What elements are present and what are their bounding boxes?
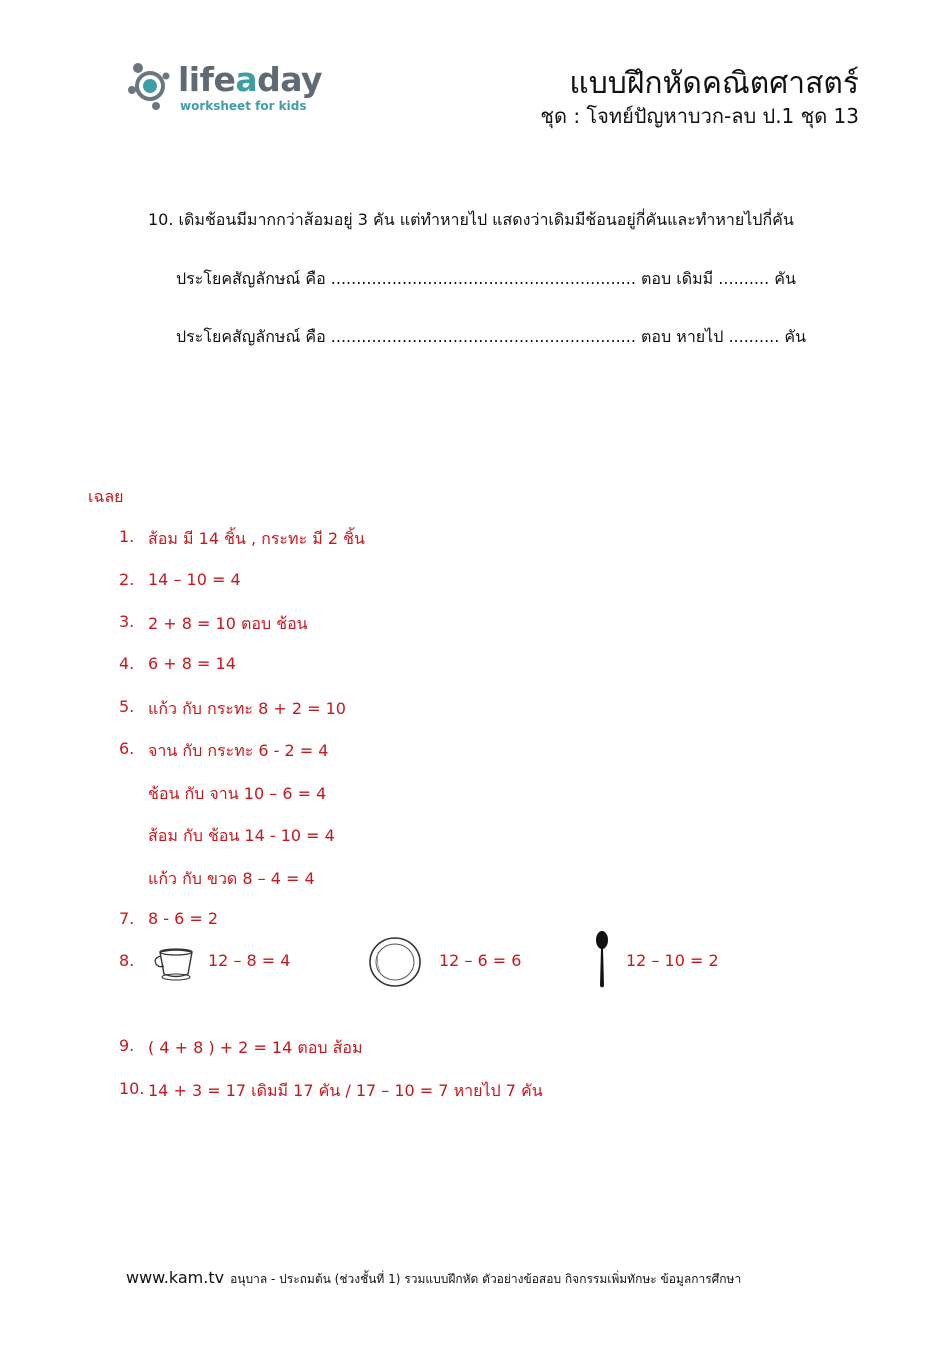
footer	[126, 1268, 741, 1289]
answer-item-8-plate: 12 – 6 = 6	[439, 951, 522, 970]
logo-wordmark: lifeaday	[178, 60, 323, 99]
footer-text: อนุบาล - ประถมต้น (ช่วงชั้นที่ 1) รวมแบบฝึกหัด ตัวอย่างข้อสอบ กิจกรรมเพิ่มทักษะ ข้อมูลการศึกษา	[230, 1272, 742, 1286]
answer-item-8-spoon: 12 – 10 = 2	[626, 951, 719, 970]
plate-icon	[368, 936, 422, 988]
cup-icon	[152, 946, 196, 982]
page-subtitle: ชุด : โจทย์ปัญหาบวก-ลบ ป.1 ชุด 13	[540, 104, 859, 128]
logo-tagline: worksheet for kids	[180, 99, 307, 113]
answer-line-2: ประโยคสัญลักษณ์ คือ ............................................................ ตอบ หายไป .......... คัน	[176, 327, 807, 346]
answer-key-heading: เฉลย	[88, 487, 124, 506]
footer-site-link[interactable]: www.kam.tv	[126, 1268, 225, 1287]
answer-line-1: ประโยคสัญลักษณ์ คือ ............................................................ ตอบ เดิมมี .......... คัน	[176, 269, 796, 288]
question-10: 10. เดิมช้อนมีมากกว่าส้อมอยู่ 3 คัน แต่ทำหายไป แสดงว่าเดิมมีช้อนอยู่กี่คันและทำหายไปกี่คัน	[148, 210, 794, 229]
page-title: แบบฝึกหัดคณิตศาสตร์	[569, 66, 859, 101]
answer-item-8-num: 8.	[119, 951, 135, 970]
spoon-icon	[592, 930, 612, 990]
answer-item-8-cup: 12 – 8 = 4	[208, 951, 291, 970]
